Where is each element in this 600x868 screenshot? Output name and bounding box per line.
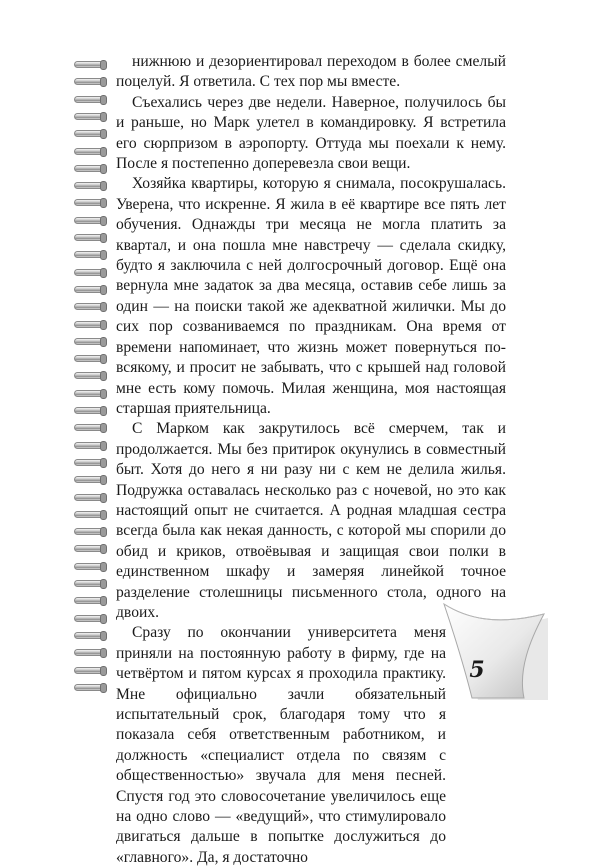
binding-ring [70,629,108,643]
paragraph-2: Съехались через две недели. Наверное, получилось бы и раньше, но Марк улетел в командировку. Я встретила его сюрпризом в аэропорту. Оттуда мы поехали к нему. После я постепенно доперевезла свои вещи. [116,93,506,173]
binding-hole [100,129,107,139]
binding-ring [70,369,108,383]
binding-hole [100,631,107,641]
binding-ring [70,162,108,176]
binding-hole [100,648,107,658]
paragraph-4: С Марком как закрутилось всё смерчем, так и продолжается. Мы без притирок окунулись в совместный быт. Хотя до него я ни разу ни с кем не делила жилья. Подружка оставалась несколько раз с ночевой, но это как настоящий опыт не считается. А родная младшая сестра всегда была как некая данность, с которой мы спорили до обид и криков, отвоёвывая и защищая свои полки в единственном шкафу и замеряя линейкой точное разделение столешницы письменного стола, одного на двоих. [116,420,506,621]
paragraph-3: Хозяйка квартиры, которую я снимала, посокрушалась. Уверена, что искренне. Я жила в её квартире все пять лет обучения. Однажды три месяца не могла платить за квартал, и она пошла мне навстречу — сделала скидку, будто я заключила с ней долгосрочный договор. Ещё она вернула мне задаток за два месяца, оставив себе лишь за один — на поиски такой же адекватной жилички. Мы до сих пор созваниваемся по праздникам. Она время от времени напоминает, что жизнь может повернуться по-всякому, и просит не забывать, что с крышей над головой мне есть кому помочь. Милая женщина, моя настоящая старшая приятельница. [116,175,506,417]
binding-hole [100,268,107,278]
binding-ring [70,214,108,228]
binding-hole [100,389,107,399]
binding-hole [100,423,107,433]
binding-ring [70,110,108,124]
binding-ring [70,439,108,453]
binding-hole [100,337,107,347]
binding-ring [70,318,108,332]
binding-ring [70,196,108,210]
binding-ring [70,646,108,660]
page-curl-icon [438,600,558,710]
binding-hole [100,147,107,157]
binding-ring [70,525,108,539]
binding-hole [100,181,107,191]
binding-ring [70,58,108,72]
binding-hole [100,579,107,589]
binding-ring [70,231,108,245]
binding-ring [70,248,108,262]
binding-ring [70,93,108,107]
binding-hole [100,527,107,537]
binding-hole [100,614,107,624]
page-number: 5 [469,657,485,683]
binding-hole [100,77,107,87]
binding-ring [70,681,108,695]
binding-ring [70,542,108,556]
binding-ring [70,352,108,366]
binding-hole [100,596,107,606]
binding-hole [100,250,107,260]
binding-ring [70,145,108,159]
binding-ring [70,560,108,574]
binding-ring [70,664,108,678]
spiral-binding-icon [70,58,110,698]
binding-hole [100,112,107,122]
binding-ring [70,594,108,608]
binding-hole [100,371,107,381]
binding-hole [100,60,107,70]
binding-hole [100,233,107,243]
binding-ring [70,387,108,401]
binding-ring [70,283,108,297]
binding-ring [70,421,108,435]
binding-ring [70,473,108,487]
binding-hole [100,544,107,554]
binding-hole [100,95,107,105]
binding-hole [100,216,107,226]
binding-ring [70,456,108,470]
binding-ring [70,266,108,280]
binding-hole [100,493,107,503]
binding-hole [100,510,107,520]
binding-hole [100,302,107,312]
paragraph-1: нижнюю и дезориентировал переходом в более смелый поцелуй. Я ответила. С тех пор мы вместе. [116,53,506,91]
binding-hole [100,441,107,451]
binding-hole [100,354,107,364]
binding-hole [100,683,107,693]
binding-ring [70,75,108,89]
binding-ring [70,612,108,626]
binding-ring [70,300,108,314]
binding-hole [100,164,107,174]
binding-hole [100,406,107,416]
binding-ring [70,127,108,141]
binding-ring [70,404,108,418]
paragraph-5: Сразу по окончании университета меня приняли на постоянную работу в фирму, где на четвёртом и пятом курсах я проходила практику. Мне официально зачли обязательный испытательный срок, благодаря тому что я показала себя ответственным работником, и должность «специалист отдела по связям с общественностью» звучала для меня песней. Спустя год это словосочетание увеличилось еще на одно слово — «ведущий», что стимулировало двигаться дальше в попытке дослужиться до «главного». Да, я достаточно [116,624,446,866]
binding-ring [70,491,108,505]
binding-hole [100,475,107,485]
binding-ring [70,179,108,193]
binding-ring [70,508,108,522]
binding-hole [100,666,107,676]
binding-ring [70,335,108,349]
binding-hole [100,198,107,208]
binding-ring [70,577,108,591]
body-text [116,52,506,868]
binding-hole [100,285,107,295]
binding-hole [100,458,107,468]
binding-hole [100,562,107,572]
binding-hole [100,320,107,330]
